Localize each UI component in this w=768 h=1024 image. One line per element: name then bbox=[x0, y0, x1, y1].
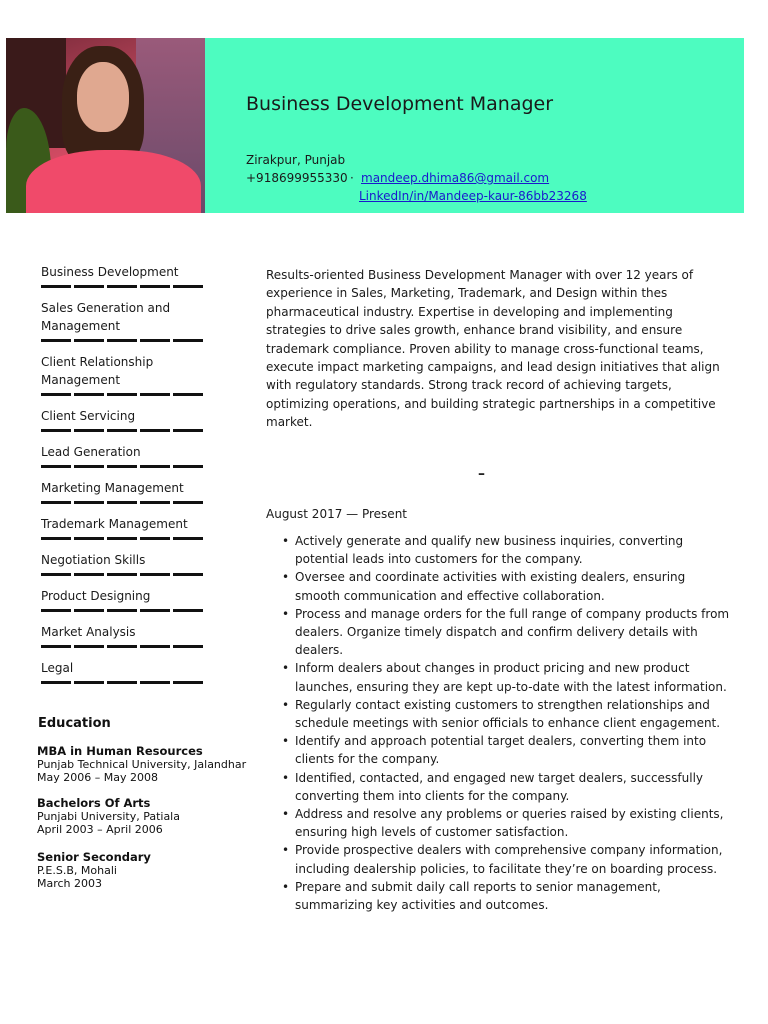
skill-item: Business Development bbox=[41, 265, 179, 279]
responsibility-item: • Oversee and coordinate activities with existing dealers, ensuring smooth communication and effective collaboration. bbox=[282, 568, 732, 604]
education-dates: April 2003 – April 2006 bbox=[37, 823, 163, 836]
profile-photo bbox=[6, 38, 205, 213]
skill-rating-bar bbox=[41, 285, 206, 288]
responsibility-item: • Regularly contact existing customers to strengthen relationships and schedule meetings with senior officials to enhance client engagement. bbox=[282, 696, 732, 732]
responsibility-item: • Address and resolve any problems or queries raised by existing clients, ensuring high levels of customer satisfaction. bbox=[282, 805, 732, 841]
professional-summary: Results-oriented Business Development Manager with over 12 years of experience in Sales, Marketing, Trademark, and Design within thes pharmaceutical industry. Expertise in developing and implementing strategies to drive sales growth, enhance brand visibility, and ensure trademark compliance. Proven ability to manage cross-functional teams, execute impact marketing campaigns, and lead design initiatives that align with regulatory standards. Strong track record of achieving targets, optimizing operations, and building strategic partnerships in a competitive market. bbox=[266, 268, 720, 430]
degree-title: MBA in Human Resources bbox=[37, 744, 203, 758]
responsibility-item: • Identify and approach potential target dealers, converting them into clients for the company. bbox=[282, 732, 732, 768]
skill-rating-bar bbox=[41, 465, 206, 468]
skill-item: Market Analysis bbox=[41, 625, 136, 639]
skill-rating-bar bbox=[41, 645, 206, 648]
education-dates: May 2006 – May 2008 bbox=[37, 771, 158, 784]
skill-item: Client Servicing bbox=[41, 409, 136, 423]
responsibility-item: • Identified, contacted, and engaged new target dealers, successfully converting them into clients for the company. bbox=[282, 769, 732, 805]
degree-title: Senior Secondary bbox=[37, 850, 151, 864]
linkedin-link[interactable]: LinkedIn/in/Mandeep-kaur-86bb23268 bbox=[359, 189, 587, 203]
skill-rating-bar bbox=[41, 339, 206, 342]
responsibility-item: • Actively generate and qualify new business inquiries, converting potential leads into customers for the company. bbox=[282, 532, 732, 568]
responsibility-item: • Process and manage orders for the full range of company products from dealers. Organize timely dispatch and confirm delivery details with dealers. bbox=[282, 605, 732, 660]
degree-title: Bachelors Of Arts bbox=[37, 796, 151, 810]
skill-rating-bar bbox=[41, 501, 206, 504]
responsibility-item: • Provide prospective dealers with comprehensive company information, including dealership policies, to facilitate they’re on boarding process. bbox=[282, 841, 732, 877]
responsibility-item: • Inform dealers about changes in product pricing and new product launches, ensuring they are kept up-to-date with the latest information. bbox=[282, 659, 732, 695]
skill-item: Negotiation Skills bbox=[41, 553, 146, 567]
education-entry bbox=[37, 851, 247, 890]
phone-number: +918699955330 bbox=[246, 171, 348, 185]
skill-item: Sales Generation and Management bbox=[41, 301, 171, 333]
school-name: Punjab Technical University, Jalandhar bbox=[37, 758, 247, 771]
school-name: P.E.S.B, Mohali bbox=[37, 864, 117, 877]
skill-rating-bar bbox=[41, 609, 206, 612]
skill-rating-bar bbox=[41, 429, 206, 432]
school-name: Punjabi University, Patiala bbox=[37, 810, 180, 823]
skill-item: Product Designing bbox=[41, 589, 151, 603]
education-entry bbox=[37, 745, 247, 784]
section-dash: – bbox=[478, 466, 485, 482]
contact-separator: · bbox=[350, 171, 354, 185]
education-entry bbox=[37, 797, 247, 836]
skill-item: Legal bbox=[41, 661, 74, 675]
job-title: Business Development Manager bbox=[246, 93, 554, 115]
skills-list bbox=[41, 263, 206, 695]
responsibility-item: • Prepare and submit daily call reports to senior management, summarizing key activities and outcomes. bbox=[282, 878, 732, 914]
job-date-range: August 2017 — Present bbox=[266, 507, 407, 521]
education-heading: Education bbox=[38, 716, 111, 731]
skill-rating-bar bbox=[41, 681, 206, 684]
location: Zirakpur, Punjab bbox=[246, 153, 346, 167]
education-dates: March 2003 bbox=[37, 877, 103, 890]
email-link[interactable]: mandeep.dhima86@gmail.com bbox=[361, 171, 550, 185]
skill-item: Marketing Management bbox=[41, 481, 184, 495]
skill-item: Trademark Management bbox=[41, 517, 188, 531]
skill-rating-bar bbox=[41, 573, 206, 576]
responsibilities-list bbox=[282, 532, 732, 914]
skill-item: Lead Generation bbox=[41, 445, 141, 459]
skill-item: Client Relationship Management bbox=[41, 355, 154, 387]
skill-rating-bar bbox=[41, 537, 206, 540]
skill-rating-bar bbox=[41, 393, 206, 396]
